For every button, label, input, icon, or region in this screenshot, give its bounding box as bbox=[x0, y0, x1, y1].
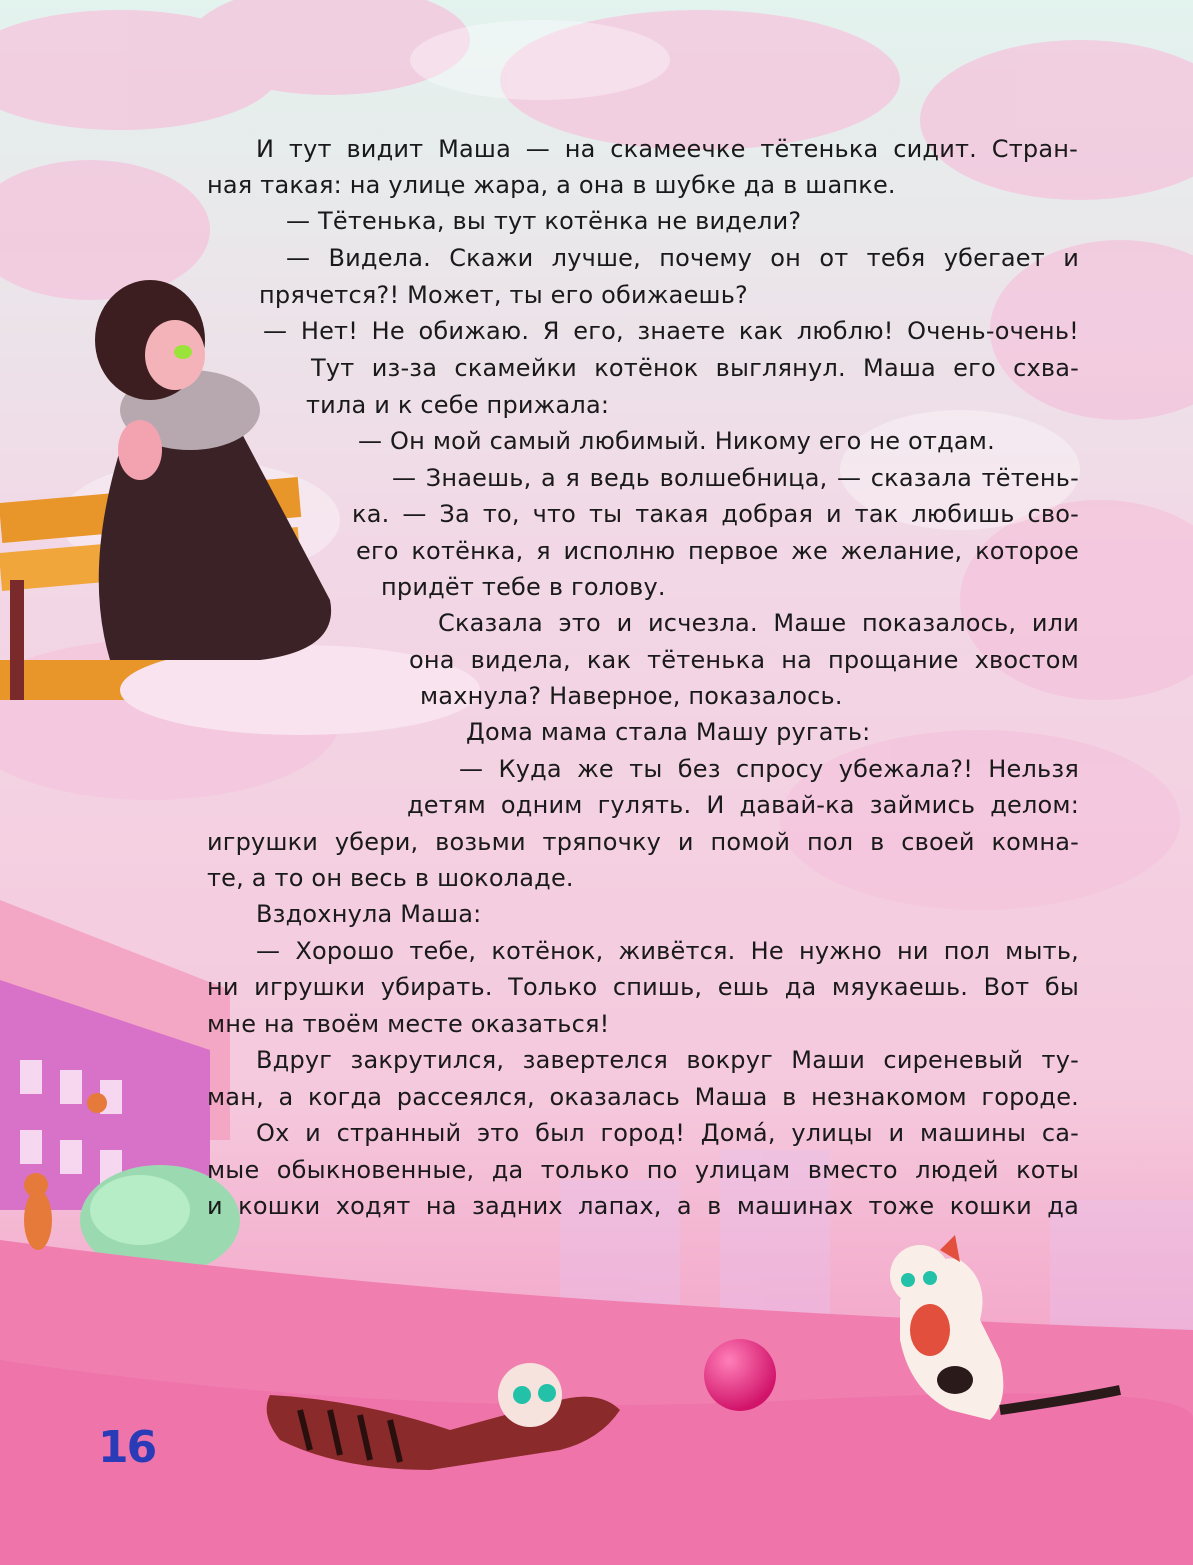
text-line: придёт тебе в голову. bbox=[381, 573, 666, 601]
text-line: тила и к себе прижала: bbox=[306, 391, 610, 419]
text-line: мые обыкновенные, да только по улицам вместо людей коты bbox=[207, 1156, 1079, 1184]
text-line: детям одним гулять. И давай-ка займись делом: bbox=[407, 791, 1079, 819]
text-line: прячется?! Может, ты его обижаешь? bbox=[259, 281, 748, 309]
text-line: Сказала это и исчезла. Маше показалось, или bbox=[438, 609, 1079, 637]
text-line: Ох и странный это был город! Домá, улицы и машины са- bbox=[256, 1119, 1079, 1147]
text-line: Вздохнула Маша: bbox=[256, 900, 482, 928]
text-line: Дома мама стала Машу ругать: bbox=[466, 718, 871, 746]
text-line: махнула? Наверное, показалось. bbox=[420, 682, 843, 710]
text-line: его котёнка, я исполню первое же желание, которое bbox=[356, 537, 1079, 565]
text-line: — Нет! Не обижаю. Я его, знаете как люблю! Очень-очень! bbox=[263, 317, 1079, 345]
cat-window bbox=[87, 1093, 107, 1113]
text-line: ка. — За то, что ты такая добрая и так любишь сво- bbox=[352, 500, 1079, 528]
text-line: — Куда же ты без спросу убежала?! Нельзя bbox=[459, 755, 1079, 783]
text-line: игрушки убери, возьми тряпочку и помой пол в своей комна- bbox=[207, 828, 1079, 856]
text-line: Тут из-за скамейки котёнок выглянул. Маша его схва- bbox=[311, 354, 1079, 382]
ball bbox=[704, 1339, 776, 1411]
text-line: — Тётенька, вы тут котёнка не видели? bbox=[286, 207, 802, 235]
text-line: И тут видит Маша — на скамеечке тётенька сидит. Стран- bbox=[256, 135, 1078, 163]
text-line: мне на твоём месте оказаться! bbox=[207, 1010, 610, 1038]
text-line: она видела, как тётенька на прощание хвостом bbox=[409, 646, 1079, 674]
text-line: Вдруг закрутился, завертелся вокруг Маши сиреневый ту- bbox=[256, 1046, 1079, 1074]
text-line: — Он мой самый любимый. Никому его не отдам. bbox=[358, 427, 995, 455]
text-line: те, а то он весь в шоколаде. bbox=[207, 864, 574, 892]
text-line: — Видела. Скажи лучше, почему он от тебя убегает и bbox=[286, 244, 1079, 272]
text-line: — Хорошо тебе, котёнок, живётся. Не нужно ни пол мыть, bbox=[256, 937, 1079, 965]
text-line: — Знаешь, а я ведь волшебница, — сказала тётень- bbox=[392, 464, 1079, 492]
text-line: ная такая: на улице жара, а она в шубке да в шапке. bbox=[207, 171, 896, 199]
text-line: ни игрушки убирать. Только спишь, ешь да мяукаешь. Вот бы bbox=[207, 973, 1079, 1001]
text-line: ман, а когда рассеялся, оказалась Маша в незнакомом городе. bbox=[207, 1083, 1079, 1111]
page-number: 16 bbox=[98, 1422, 156, 1473]
text-line: и кошки ходят на задних лапах, а в машинах тоже кошки да bbox=[207, 1192, 1079, 1220]
cat-left-small bbox=[24, 1173, 52, 1250]
